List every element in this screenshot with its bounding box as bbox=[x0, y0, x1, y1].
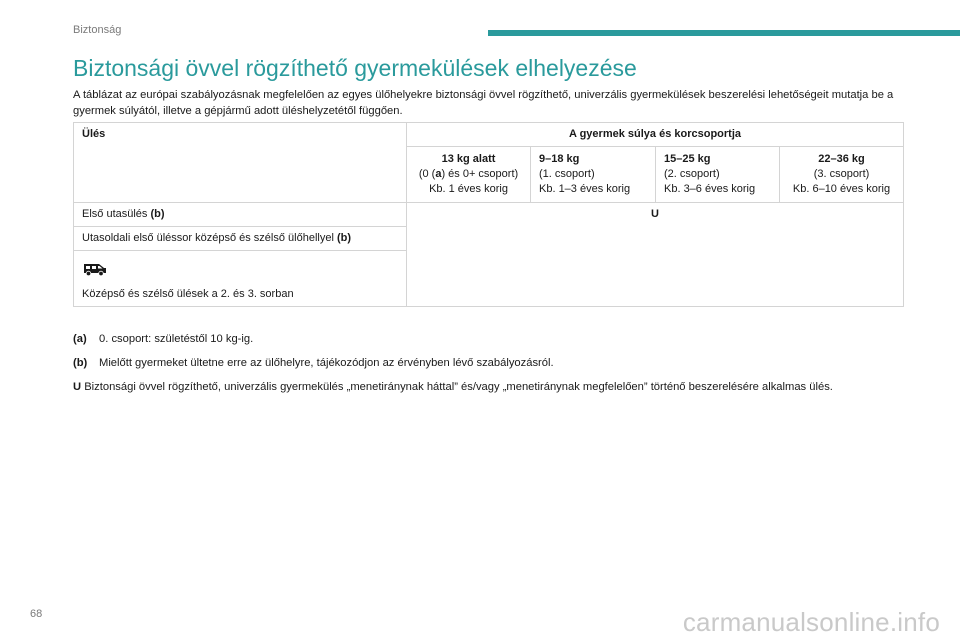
child-seat-table bbox=[73, 122, 904, 307]
note-key: (b) bbox=[73, 357, 88, 369]
value-cell: U bbox=[407, 203, 904, 307]
van-icon bbox=[82, 261, 108, 277]
weight-group-label: (2. csoport) bbox=[664, 168, 720, 180]
note-text: Mielőtt gyermeket ültetne erre az ülőhelyre, tájékozódjon az érvényben lévő szabályozásról. bbox=[99, 357, 554, 369]
weight-range: 13 kg alatt bbox=[441, 153, 496, 165]
legend-text: Biztonsági övvel rögzíthető, univerzális gyermekülés „menetiránynak háttal” és/vagy „menetiránynak megfelelően” történő beszerelésére alkalmas ülés. bbox=[81, 381, 833, 393]
note-text: 0. csoport: születéstől 10 kg-ig. bbox=[99, 333, 254, 345]
page-title: Biztonsági övvel rögzíthető gyermekülések elhelyezése bbox=[73, 55, 637, 81]
weight-group-cell bbox=[656, 147, 780, 203]
weight-range: 15–25 kg bbox=[664, 153, 711, 165]
legend-key: U bbox=[73, 381, 82, 393]
page-number: 68 bbox=[30, 608, 43, 620]
table-header-row bbox=[74, 123, 904, 147]
weight-column-header: A gyermek súlya és korcsoportja bbox=[407, 123, 904, 147]
seat-cell: Középső és szélső ülések a 2. és 3. sorban bbox=[74, 251, 407, 307]
age-range: Kb. 6–10 éves korig bbox=[792, 183, 891, 195]
legend-u bbox=[73, 379, 903, 395]
age-range: Kb. 1 éves korig bbox=[429, 183, 508, 195]
intro-paragraph: A táblázat az európai szabályozásnak megfelelően az egyes ülőhelyekre biztonsági övvel rögzíthető, univerzális gyermekülések beszerelési lehetőségeit mutatja be a gyermek súlyától, illetve a gépjármű adott üléshelyzetétől függően. bbox=[73, 89, 894, 117]
note-b bbox=[73, 355, 903, 371]
seat-cell: Első utasülés (b) bbox=[74, 203, 407, 227]
header-accent-bar bbox=[488, 30, 960, 36]
seat-column-header: Ülés bbox=[74, 123, 407, 203]
age-range: Kb. 3–6 éves korig bbox=[664, 183, 756, 195]
note-a bbox=[73, 331, 903, 347]
seat-cell: Utasoldali első üléssor középső és szélső ülőhellyel (b) bbox=[74, 227, 407, 251]
weight-group-label: (1. csoport) bbox=[539, 168, 595, 180]
weight-group-label: (3. csoport) bbox=[813, 168, 870, 180]
weight-range: 22–36 kg bbox=[818, 153, 865, 165]
notes-section bbox=[73, 331, 903, 395]
note-key: (a) bbox=[73, 333, 87, 345]
age-range: Kb. 1–3 éves korig bbox=[539, 183, 631, 195]
weight-group-cell bbox=[780, 147, 904, 203]
section-label: Biztonság bbox=[73, 24, 122, 36]
weight-group-cell bbox=[531, 147, 656, 203]
watermark: carmanualsonline.info bbox=[682, 607, 940, 637]
weight-range: 9–18 kg bbox=[539, 153, 580, 165]
weight-group-cell bbox=[407, 147, 531, 203]
weight-group-label: (0 (a) és 0+ csoport) bbox=[418, 168, 519, 180]
table-row bbox=[74, 203, 904, 227]
